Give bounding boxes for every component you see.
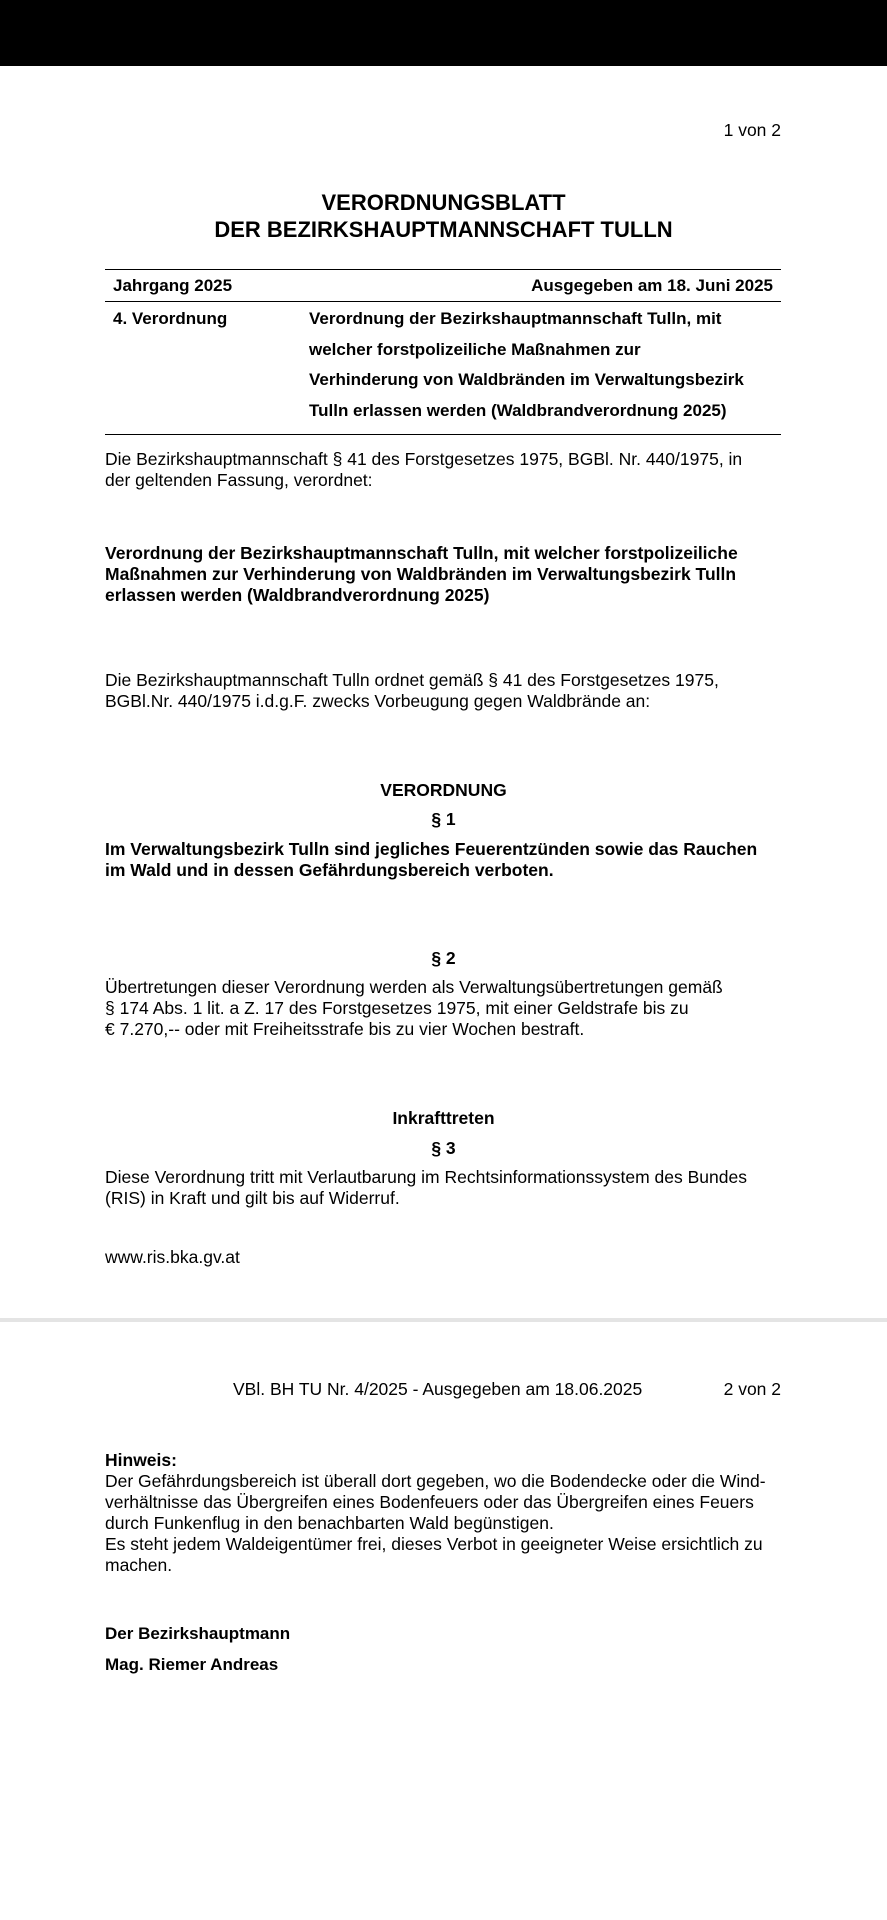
header-row-ordinance [105,302,781,435]
ris-website-link[interactable]: www.ris.bka.gv.at [105,1247,240,1267]
note-line: Der Gefährdungsbereich ist überall dort gegeben, wo die Bodendecke oder die Wind- [105,1471,766,1491]
intro-line: der geltenden Fassung, verordnet: [105,470,373,490]
section-2-text [105,977,785,1040]
section-1-line: im Wald und in dessen Gefährdungsbereich verboten. [105,860,554,880]
ordinance-bold-title [105,543,785,606]
section-2-line: € 7.270,-- oder mit Freiheitsstrafe bis zu vier Wochen bestraft. [105,1019,585,1039]
signature-title: Der Bezirkshauptmann [105,1624,291,1643]
subject-line: Tulln erlassen werden (Waldbrandverordnung 2025) [309,400,727,420]
running-header: VBl. BH TU Nr. 4/2025 - Ausgegeben am 18.06.2025 [233,1379,643,1399]
page-indicator: 1 von 2 [723,120,781,140]
section-heading-verordnung: VERORDNUNG [380,780,507,800]
signature-name: Mag. Riemer Andreas [105,1655,279,1674]
section-3-number: § 3 [431,1138,456,1158]
note-line: Es steht jedem Waldeigentümer frei, dieses Verbot in geeigneter Weise ersichtlich zu [105,1534,763,1554]
note-block [105,1450,785,1576]
decree-line: Die Bezirkshauptmannschaft Tulln ordnet gemäß § 41 des Forstgesetzes 1975, [105,670,719,690]
issue-date: Ausgegeben am 18. Juni 2025 [531,275,773,295]
intro-paragraph [105,449,785,491]
gazette-title: VERORDNUNGSBLATT [321,190,566,215]
header-row-volume [105,269,781,302]
note-line: machen. [105,1555,173,1575]
note-label: Hinweis: [105,1450,177,1470]
subject-line: welcher forstpolizeiliche Maßnahmen zur [309,339,641,359]
decree-paragraph [105,670,785,712]
bold-title-line: erlassen werden (Waldbrandverordnung 2025) [105,585,490,605]
status-bar [0,0,887,66]
intro-line: Die Bezirkshauptmannschaft § 41 des Forstgesetzes 1975, BGBl. Nr. 440/1975, in [105,449,743,469]
page-indicator: 2 von 2 [723,1379,781,1399]
gazette-authority: DER BEZIRKSHAUPTMANNSCHAFT TULLN [214,217,673,242]
decree-line: BGBl.Nr. 440/1975 i.d.g.F. zwecks Vorbeugung gegen Waldbrände an: [105,691,651,711]
document-page-2 [0,1322,887,1920]
section-2-number: § 2 [431,948,456,968]
note-line: verhältnisse das Übergreifen eines Bodenfeuers oder das Übergreifen eines Feuers [105,1492,754,1512]
section-3-text [105,1167,785,1209]
bold-title-line: Maßnahmen zur Verhinderung von Waldbränden im Verwaltungsbezirk Tulln [105,564,737,584]
document-page-1 [0,67,887,1318]
note-line: durch Funkenflug in den benachbarten Wald begünstigen. [105,1513,554,1533]
ordinance-subject [309,304,773,426]
gazette-header-table [105,269,781,435]
section-3-heading: Inkrafttreten [392,1108,495,1128]
bold-title-line: Verordnung der Bezirkshauptmannschaft Tulln, mit welcher forstpolizeiliche [105,543,738,563]
section-1-text [105,839,785,881]
section-1-number: § 1 [431,809,456,829]
section-3-line: Diese Verordnung tritt mit Verlautbarung im Rechtsinformationssystem des Bundes [105,1167,747,1187]
section-1-line: Im Verwaltungsbezirk Tulln sind jegliches Feuerentzünden sowie das Rauchen [105,839,758,859]
volume-label: Jahrgang 2025 [113,275,233,295]
subject-line: Verordnung der Bezirkshauptmannschaft Tulln, mit [309,309,722,328]
subject-line: Verhinderung von Waldbränden im Verwaltungsbezirk [309,370,744,389]
section-2-line: Übertretungen dieser Verordnung werden als Verwaltungsübertretungen gemäß [105,977,723,997]
ordinance-number: 4. Verordnung [113,309,228,328]
section-2-line: § 174 Abs. 1 lit. a Z. 17 des Forstgesetzes 1975, mit einer Geldstrafe bis zu [105,998,689,1018]
section-3-line: (RIS) in Kraft und gilt bis auf Widerruf. [105,1188,400,1208]
